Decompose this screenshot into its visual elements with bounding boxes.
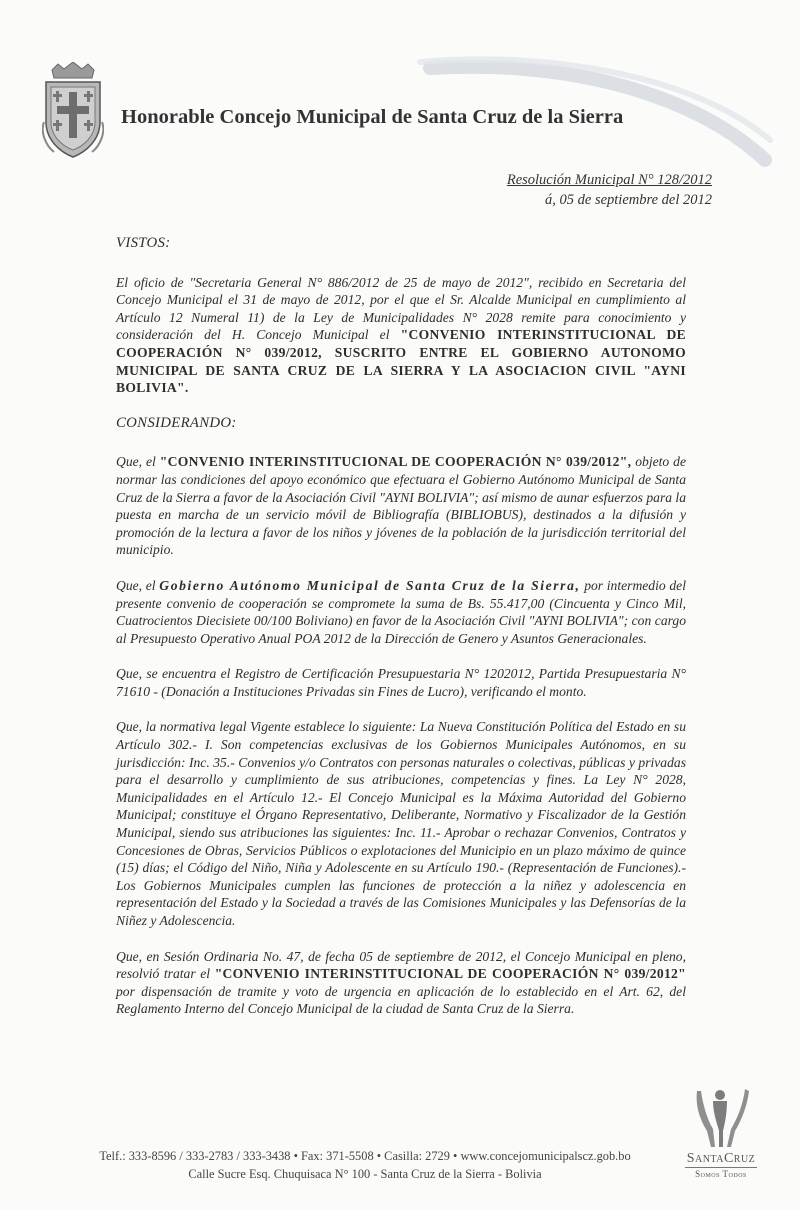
vistos-paragraph xyxy=(116,274,686,397)
considerando-paragraph-1 xyxy=(116,453,686,559)
resolution-block xyxy=(507,170,712,210)
logo-name: SantaCruz xyxy=(686,1151,756,1166)
institution-title: Honorable Concejo Municipal de Santa Cruz de la Sierra xyxy=(121,106,624,128)
paragraph-text: por dispensación de tramite y voto de urgencia en aplicación de lo establecido en el Art. 62, del Reglamento Interno del Concejo Municipal de la ciudad de Santa Cruz de la Sierra. xyxy=(116,983,686,1017)
convenio-title: "CONVENIO INTERINSTITUCIONAL DE COOPERACIÓN N° 039/2012" xyxy=(214,966,686,982)
footer-contact: Telf.: 333-8596 / 333-2783 / 333-3438 • Fax: 371-5508 • Casilla: 2729 • www.concejomunicipalscz.gob.bo xyxy=(99,1149,631,1163)
document-body xyxy=(116,235,686,1036)
considerando-paragraph-3: Que, se encuentra el Registro de Certificación Presupuestaria N° 1202012, Partida Presupuestaria N° 71610 - (Donación a Instituciones Privadas sin Fines de Lucro), verificando el monto. xyxy=(116,666,686,699)
considerando-paragraph-5 xyxy=(116,948,686,1018)
page-footer xyxy=(60,1147,670,1183)
santa-cruz-logo-icon xyxy=(691,1087,751,1149)
considerando-heading: CONSIDERANDO: xyxy=(116,414,237,431)
resolution-number: Resolución Municipal N° 128/2012 xyxy=(506,172,712,188)
paragraph-lead: Que, el xyxy=(116,454,156,470)
coat-of-arms-icon xyxy=(42,62,104,158)
vistos-text: El oficio de "Secretaria General N° 886/2012 de 25 de mayo de 2012", recibido en Secretaria del Concejo Municipal el 31 de mayo de 2012, por el que el Sr. Alcalde Municipal en cumplimiento al Artículo 12 Numeral 11) de la Ley de Municipalidades N° 2028 remite para conocimiento y consideración del H. Concejo Municipal el xyxy=(116,274,686,343)
paragraph-text: objeto de normar las condiciones del apoyo económico que efectuara el Gobierno Autónomo Municipal de Santa Cruz de la Sierra a favor de la Asociación Civil "AYNI BOLIVIA"; así mismo de aunar esfuerzos para la puesta en marcha de un servicio móvil de Bibliografía (BIBLIOBUS), destinados a la difusión y promoción de la lectura a favor de los niños y jóvenes de la población de la jurisdicción territorial del municipio. xyxy=(116,454,687,558)
resolution-date: á, 05 de septiembre del 2012 xyxy=(545,192,712,208)
considerando-paragraph-2 xyxy=(116,577,686,647)
considerando-paragraph-4: Que, la normativa legal Vigente establece lo siguiente: La Nueva Constitución Política del Estado en su Artículo 302.- I. Son competencias exclusivas de los Gobiernos Municipales Autónomos, en su jurisdicción: Inc. 35.- Convenios y/o Contratos con personas naturales o colectivas, públicas y privadas para el desarrollo y cumplimiento de sus atribuciones, competencias y fines. La Ley N° 2028, Municipalidades en el Artículo 12.- El Concejo Municipal es la Máxima Autoridad del Gobierno Municipal; constituye el Órgano Representativo, Deliberante, Normativo y Fiscalizador de la Gestión Municipal, siendo sus atribuciones las siguientes: Inc. 11.- Aprobar o rechazar Convenios, Contratos y Concesiones de Obras, Servicios Públicos o explotaciones del Municipio en un plazo máximo de quince (15) días; el Código del Niño, Niña y Adolescente en su Artículo 190.- (Representación de Funciones).- Los Gobiernos Municipales cumplen las funciones de protección a la niñez y adolescencia en representación del Estado y la Sociedad a través de las Comisiones Municipales y las Defensorías de la Niñez y Adolescencia. xyxy=(116,719,686,928)
santa-cruz-logo xyxy=(677,1087,765,1179)
government-name: Gobierno Autónomo Municipal de Santa Cruz de la Sierra, xyxy=(159,577,581,593)
paragraph-lead: Que, en Sesión Ordinaria No. 47, de fecha 05 de septiembre de 2012, el Concejo Municipal en pleno, resolvió tratar el xyxy=(116,948,686,982)
convenio-title: "CONVENIO INTERINSTITUCIONAL DE COOPERACIÓN N° 039/2012", xyxy=(159,454,632,470)
logo-tagline: Somos Todos xyxy=(685,1167,757,1179)
vistos-heading: VISTOS: xyxy=(116,235,171,251)
paragraph-text: por intermedio del presente convenio de cooperación se compromete la suma de Bs. 55.417,00 (Cincuenta y Cinco Mil, Cuatrocientos Diecisiete 00/100 Boliviano) en favor de la Asociación Civil "AYNI BOLIVIA"; con cargo al Presupuesto Operativo Anual POA 2012 de la Dirección de Genero y Asuntos Generacionales. xyxy=(116,577,686,646)
paragraph-lead: Que, el xyxy=(116,577,156,593)
vistos-convenio-title: "CONVENIO INTERINSTITUCIONAL DE COOPERACIÓN N° 039/2012, SUSCRITO ENTRE EL GOBIERNO AUTONOMO MUNICIPAL DE SANTA CRUZ DE LA SIERRA Y LA ASOCIACION CIVIL "AYNI BOLIVIA". xyxy=(116,327,686,396)
footer-address: Calle Sucre Esq. Chuquisaca N° 100 - Santa Cruz de la Sierra - Bolivia xyxy=(188,1167,542,1181)
